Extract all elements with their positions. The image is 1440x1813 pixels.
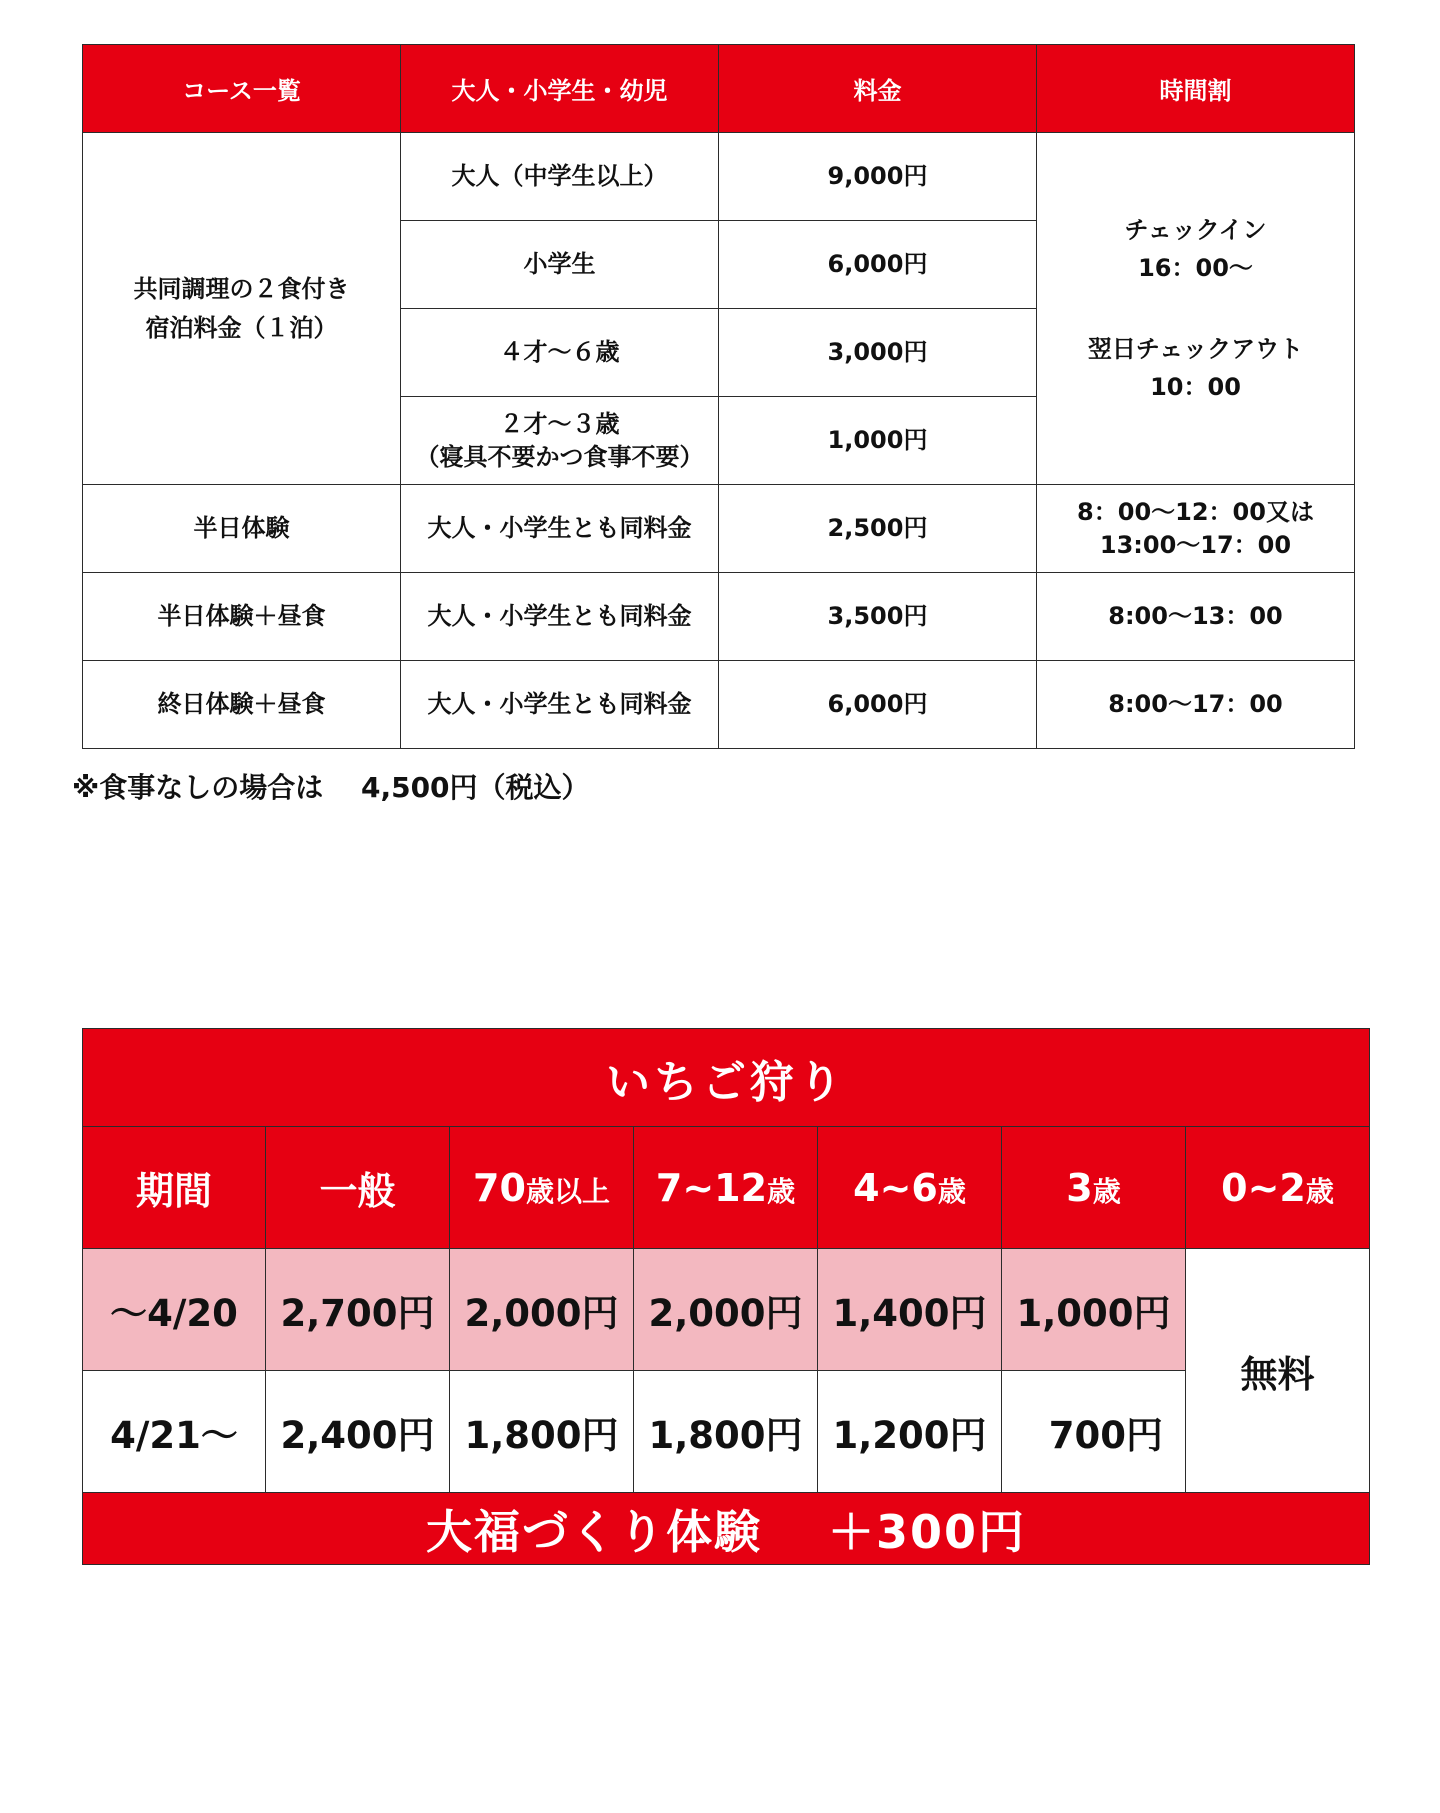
header-suffix: 歳	[1092, 1174, 1121, 1208]
header-suffix: 歳	[767, 1174, 796, 1208]
age-line2: （寝具不要かつ食事不要）	[415, 442, 704, 471]
age-cell: 大人（中学生以上）	[401, 133, 719, 221]
header-0-2	[1186, 1127, 1370, 1249]
price-cell: 9,000円	[719, 133, 1037, 221]
header-course: コース一覧	[83, 45, 401, 133]
price-cell: 6,000円	[719, 661, 1037, 749]
price-cell: 1,800円	[634, 1371, 818, 1493]
free-cell: 無料	[1186, 1249, 1370, 1493]
checkout-label: 翌日チェックアウト	[1087, 334, 1304, 363]
header-4-6	[818, 1127, 1002, 1249]
berry-header-row	[83, 1127, 1370, 1249]
header-time: 時間割	[1037, 45, 1355, 133]
header-main: 7~12	[655, 1165, 768, 1210]
price-cell: 1,400円	[818, 1249, 1002, 1371]
header-suffix: 歳	[937, 1174, 966, 1208]
price-cell: 1,200円	[818, 1371, 1002, 1493]
berry-footer-row	[83, 1493, 1370, 1565]
header-main: 3	[1066, 1165, 1093, 1210]
header-main: 一般	[319, 1169, 396, 1213]
header-suffix: 歳以上	[525, 1174, 610, 1208]
checkin-label: チェックイン	[1124, 215, 1267, 244]
header-main: 4~6	[853, 1165, 938, 1210]
table-row	[83, 485, 1355, 573]
stay-time-cell	[1037, 133, 1355, 485]
strawberry-picking-table	[82, 1028, 1370, 1565]
course-cell: 終日体験＋昼食	[83, 661, 401, 749]
header-main: 期間	[135, 1169, 212, 1213]
age-cell	[401, 397, 719, 485]
age-line1: ２才～３歳	[499, 410, 620, 439]
price-cell: 1,000円	[1002, 1249, 1186, 1371]
checkin-time: 16：00～	[1138, 254, 1253, 283]
header-main: 0~2	[1221, 1165, 1306, 1210]
header-price: 料金	[719, 45, 1037, 133]
age-cell: 小学生	[401, 221, 719, 309]
course-price-table	[82, 44, 1355, 749]
header-period	[83, 1127, 266, 1249]
time-line2: 13:00～17：00	[1099, 530, 1292, 559]
price-cell: 2,700円	[266, 1249, 450, 1371]
stay-course-line1: 共同調理の２食付き	[133, 275, 350, 304]
header-7-12	[634, 1127, 818, 1249]
price-cell: 3,000円	[719, 309, 1037, 397]
header-70-plus	[450, 1127, 634, 1249]
table-row	[83, 1371, 1370, 1493]
price-cell: 3,500円	[719, 573, 1037, 661]
price-cell: 6,000円	[719, 221, 1037, 309]
course-cell: 半日体験	[83, 485, 401, 573]
price-cell: 700円	[1002, 1371, 1186, 1493]
age-cell: ４才～６歳	[401, 309, 719, 397]
daifuku-option: 大福づくり体験 ＋300円	[83, 1493, 1370, 1565]
age-cell: 大人・小学生とも同料金	[401, 661, 719, 749]
price-cell: 2,500円	[719, 485, 1037, 573]
time-cell	[1037, 485, 1355, 573]
header-age: 大人・小学生・幼児	[401, 45, 719, 133]
table-row	[83, 1249, 1370, 1371]
stay-course-line2: 宿泊料金（１泊）	[145, 313, 338, 342]
table-row	[83, 133, 1355, 221]
price-cell: 2,000円	[450, 1249, 634, 1371]
time-cell: 8:00～17：00	[1037, 661, 1355, 749]
berry-title: いちご狩り	[83, 1029, 1370, 1127]
age-cell: 大人・小学生とも同料金	[401, 573, 719, 661]
header-main: 70	[473, 1165, 526, 1210]
price-cell: 2,000円	[634, 1249, 818, 1371]
price-cell: 2,400円	[266, 1371, 450, 1493]
period-cell: ～4/20	[83, 1249, 266, 1371]
period-cell: 4/21～	[83, 1371, 266, 1493]
berry-title-row	[83, 1029, 1370, 1127]
header-general	[266, 1127, 450, 1249]
no-meal-note: ※食事なしの場合は 4,500円（税込）	[72, 771, 590, 804]
time-cell: 8:00～13：00	[1037, 573, 1355, 661]
checkout-time: 10：00	[1150, 372, 1241, 401]
course-table-header-row	[83, 45, 1355, 133]
price-cell: 1,800円	[450, 1371, 634, 1493]
table-row	[83, 661, 1355, 749]
table-row	[83, 573, 1355, 661]
header-3	[1002, 1127, 1186, 1249]
stay-course-cell	[83, 133, 401, 485]
time-line1: 8：00～12：00又は	[1077, 498, 1314, 527]
price-cell: 1,000円	[719, 397, 1037, 485]
header-suffix: 歳	[1305, 1174, 1334, 1208]
age-cell: 大人・小学生とも同料金	[401, 485, 719, 573]
course-cell: 半日体験＋昼食	[83, 573, 401, 661]
